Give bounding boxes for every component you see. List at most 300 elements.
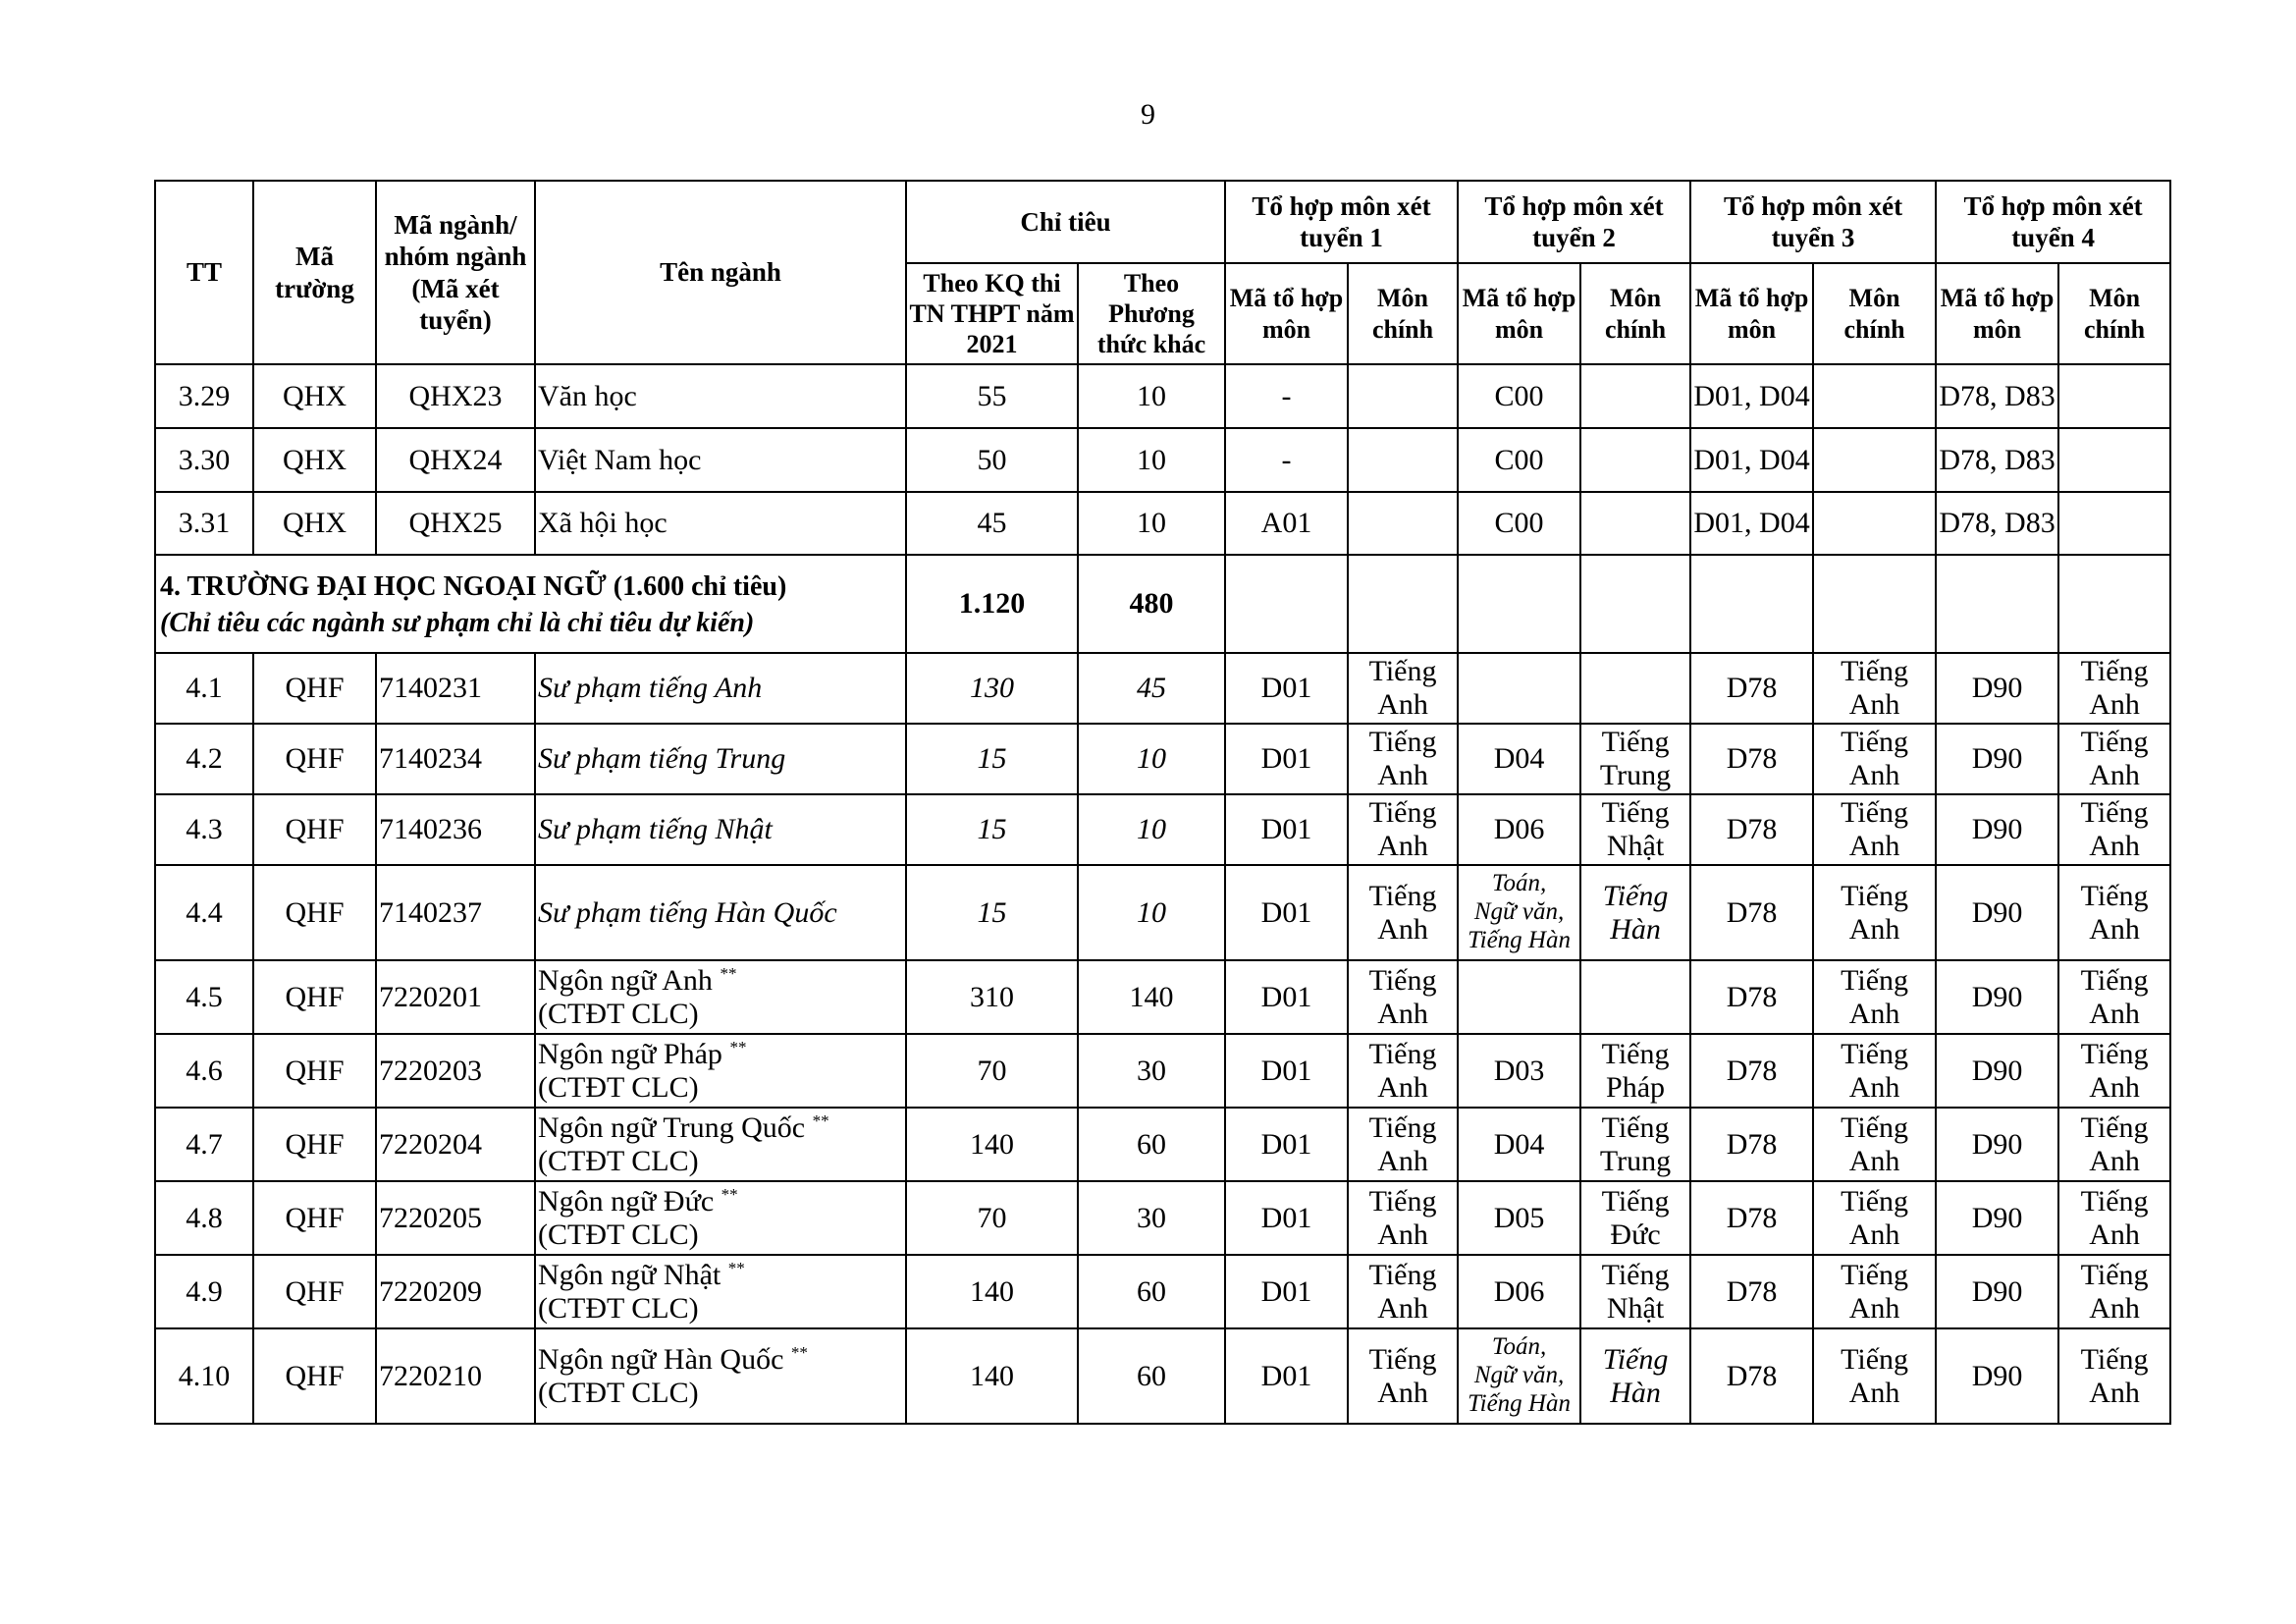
major-name-cell: Sư phạm tiếng Nhật: [535, 794, 906, 865]
combo-code-2: C00: [1458, 364, 1580, 428]
header-ten-nganh: Tên ngành: [535, 181, 906, 364]
main-subject-4-line: Tiếng: [2080, 1037, 2149, 1070]
header-mon-chinh-1: Môn chính: [1348, 263, 1458, 364]
main-subject-4-line: Tiếng: [2080, 655, 2149, 688]
tt-cell: 4.8: [155, 1181, 253, 1255]
quota-other-cell: 60: [1078, 1108, 1225, 1181]
table-row: [155, 428, 2170, 492]
main-subject-1-line: Tiếng: [1368, 963, 1437, 997]
main-subject-4-line: Tiếng: [2080, 1342, 2149, 1376]
tt-cell: 3.30: [155, 428, 253, 492]
major-code-cell: 7140237: [376, 865, 535, 960]
main-subject-4: [2058, 653, 2170, 724]
combo-code-1: D01: [1225, 960, 1348, 1034]
main-subject-4: [2058, 492, 2170, 555]
high-quality-marker: **: [812, 1110, 829, 1130]
section-row: [155, 555, 2170, 653]
quota-exam-cell: 140: [906, 1255, 1078, 1328]
main-subject-2: [1580, 1255, 1690, 1328]
school-code-cell: QHF: [253, 865, 376, 960]
main-subject-4: [2058, 960, 2170, 1034]
major-name-cell: [535, 960, 906, 1034]
combo-code-4: D90: [1936, 1328, 2058, 1424]
table-row: [155, 1034, 2170, 1108]
combo-code-2-line: Toán,: [1491, 1333, 1547, 1361]
combo-code-1: D01: [1225, 724, 1348, 794]
combo-code-2: [1458, 960, 1580, 1034]
combo-code-3: D78: [1690, 1181, 1813, 1255]
major-name-cell: Sư phạm tiếng Hàn Quốc: [535, 865, 906, 960]
empty-cell: [1690, 555, 1813, 653]
header-mon-chinh-2: Môn chính: [1580, 263, 1690, 364]
main-subject-4-line: Anh: [2089, 1144, 2140, 1177]
main-subject-2-line: Tiếng: [1601, 726, 1670, 759]
header-to-hop-2: Tổ hợp môn xét tuyển 2: [1458, 181, 1690, 263]
main-subject-2: [1580, 1181, 1690, 1255]
main-subject-4-line: Tiếng: [2080, 726, 2149, 759]
table-body: [155, 364, 2170, 1424]
empty-cell: [1580, 555, 1690, 653]
main-subject-3-line: Anh: [1848, 759, 1900, 791]
quota-other-cell: 30: [1078, 1181, 1225, 1255]
table-row: [155, 492, 2170, 555]
main-subject-2-line: Trung: [1599, 759, 1672, 791]
tt-cell: 4.1: [155, 653, 253, 724]
school-code-cell: QHX: [253, 492, 376, 555]
quota-exam-cell: 140: [906, 1328, 1078, 1424]
quota-exam-cell: 55: [906, 364, 1078, 428]
main-subject-3-line: Anh: [1848, 997, 1900, 1030]
main-subject-3: [1813, 724, 1936, 794]
main-subject-2-line: Tiếng: [1602, 879, 1669, 912]
combo-code-2: C00: [1458, 492, 1580, 555]
main-subject-4-line: Tiếng: [2080, 1184, 2149, 1218]
table-row: [155, 724, 2170, 794]
main-subject-2-line: Tiếng: [1601, 796, 1670, 830]
quota-exam-cell: 50: [906, 428, 1078, 492]
main-subject-2-line: Hàn: [1610, 912, 1661, 946]
combo-code-1: D01: [1225, 794, 1348, 865]
combo-code-1: -: [1225, 428, 1348, 492]
quota-other-cell: 45: [1078, 653, 1225, 724]
main-subject-4: [2058, 1328, 2170, 1424]
high-quality-marker: **: [790, 1342, 808, 1362]
header-ma-truong: Mã trường: [253, 181, 376, 364]
main-subject-1: [1348, 1181, 1458, 1255]
main-subject-3-line: Tiếng: [1841, 879, 1909, 912]
main-subject-3-line: Anh: [1848, 912, 1900, 946]
main-subject-4-line: Tiếng: [2080, 1110, 2149, 1144]
header-mon-chinh-4: Môn chính: [2058, 263, 2170, 364]
program-type: (CTĐT CLC): [538, 997, 699, 1030]
page-number: 9: [1141, 98, 1155, 131]
main-subject-2: [1580, 865, 1690, 960]
main-subject-2: [1580, 653, 1690, 724]
empty-cell: [1348, 555, 1458, 653]
header-to-hop-3: Tổ hợp môn xét tuyển 3: [1690, 181, 1936, 263]
table-row: [155, 865, 2170, 960]
main-subject-1: [1348, 653, 1458, 724]
empty-cell: [1458, 555, 1580, 653]
main-subject-4-line: Anh: [2089, 1291, 2140, 1325]
combo-code-1: -: [1225, 364, 1348, 428]
quota-other-cell: 60: [1078, 1255, 1225, 1328]
main-subject-4: [2058, 1255, 2170, 1328]
main-subject-1-line: Tiếng: [1368, 1258, 1437, 1291]
main-subject-4: [2058, 364, 2170, 428]
main-subject-4-line: Anh: [2089, 759, 2140, 791]
main-subject-1-line: Anh: [1377, 1291, 1428, 1325]
combo-code-4: D78, D83: [1936, 492, 2058, 555]
quota-other-cell: 60: [1078, 1328, 1225, 1424]
main-subject-3: [1813, 1328, 1936, 1424]
main-subject-3: [1813, 794, 1936, 865]
main-subject-3-line: Tiếng: [1841, 963, 1909, 997]
main-subject-4-line: Tiếng: [2080, 963, 2149, 997]
major-code-cell: QHX25: [376, 492, 535, 555]
header-chi-tieu: Chỉ tiêu: [906, 181, 1225, 263]
main-subject-3: [1813, 1108, 1936, 1181]
combo-code-1: D01: [1225, 1328, 1348, 1424]
combo-code-3: D78: [1690, 1108, 1813, 1181]
main-subject-2-line: Hàn: [1610, 1376, 1661, 1409]
major-code-cell: 7220210: [376, 1328, 535, 1424]
main-subject-2: [1580, 1328, 1690, 1424]
quota-other-cell: 30: [1078, 1034, 1225, 1108]
main-subject-2: [1580, 364, 1690, 428]
header-theo-kq: Theo KQ thi TN THPT năm 2021: [906, 263, 1078, 364]
combo-code-2: C00: [1458, 428, 1580, 492]
table-header: [155, 181, 2170, 364]
combo-code-3: D78: [1690, 724, 1813, 794]
combo-code-3: D01, D04: [1690, 492, 1813, 555]
major-name: Ngôn ngữ Pháp: [538, 1037, 722, 1070]
major-name: Ngôn ngữ Anh: [538, 963, 713, 997]
main-subject-4: [2058, 865, 2170, 960]
main-subject-2: [1580, 724, 1690, 794]
main-subject-1-line: Tiếng: [1368, 1184, 1437, 1218]
combo-code-2: D03: [1458, 1034, 1580, 1108]
major-name-cell: Việt Nam học: [535, 428, 906, 492]
section-title: 4. TRƯỜNG ĐẠI HỌC NGOẠI NGỮ (1.600 chỉ tiêu): [160, 570, 787, 602]
tt-cell: 4.6: [155, 1034, 253, 1108]
main-subject-3-line: Tiếng: [1841, 1110, 1909, 1144]
main-subject-1-line: Anh: [1377, 688, 1428, 721]
school-code-cell: QHF: [253, 724, 376, 794]
combo-code-4: D78, D83: [1936, 428, 2058, 492]
header-to-hop-4: Tổ hợp môn xét tuyển 4: [1936, 181, 2170, 263]
combo-code-4: D90: [1936, 794, 2058, 865]
main-subject-3-line: Tiếng: [1841, 655, 1909, 688]
header-to-hop-1: Tổ hợp môn xét tuyển 1: [1225, 181, 1458, 263]
main-subject-3: [1813, 1255, 1936, 1328]
combo-code-2: D04: [1458, 1108, 1580, 1181]
section-note: (Chỉ tiêu các ngành sư phạm chỉ là chỉ tiêu dự kiến): [160, 608, 755, 639]
main-subject-4-line: Anh: [2089, 1376, 2140, 1409]
main-subject-1: [1348, 865, 1458, 960]
major-name: Ngôn ngữ Đức: [538, 1184, 715, 1218]
school-code-cell: QHF: [253, 1181, 376, 1255]
combo-code-3: D78: [1690, 1255, 1813, 1328]
main-subject-2: [1580, 1034, 1690, 1108]
tt-cell: 4.10: [155, 1328, 253, 1424]
school-code-cell: QHF: [253, 1034, 376, 1108]
main-subject-1-line: Anh: [1377, 997, 1428, 1030]
combo-code-4: D90: [1936, 1255, 2058, 1328]
high-quality-marker: **: [729, 1037, 747, 1056]
main-subject-3: [1813, 1034, 1936, 1108]
major-code-cell: 7220201: [376, 960, 535, 1034]
main-subject-1: [1348, 960, 1458, 1034]
empty-cell: [1225, 555, 1348, 653]
main-subject-3-line: Tiếng: [1841, 1037, 1909, 1070]
main-subject-3-line: Tiếng: [1841, 1184, 1909, 1218]
main-subject-4: [2058, 428, 2170, 492]
header-mon-chinh-3: Môn chính: [1813, 263, 1936, 364]
admission-quota-table: [154, 180, 2171, 1425]
main-subject-2: [1580, 1108, 1690, 1181]
table-row: [155, 1108, 2170, 1181]
tt-cell: 3.31: [155, 492, 253, 555]
main-subject-3: [1813, 428, 1936, 492]
main-subject-2-line: Tiếng: [1601, 1110, 1670, 1144]
combo-code-2: [1458, 865, 1580, 960]
high-quality-marker: **: [720, 963, 737, 983]
school-code-cell: QHX: [253, 428, 376, 492]
major-name: Ngôn ngữ Trung Quốc: [538, 1110, 806, 1144]
combo-code-4: D90: [1936, 865, 2058, 960]
quota-exam-cell: 140: [906, 1108, 1078, 1181]
combo-code-4: D90: [1936, 724, 2058, 794]
table-row: [155, 960, 2170, 1034]
program-type: (CTĐT CLC): [538, 1376, 699, 1409]
section-kq: 1.120: [906, 555, 1078, 653]
major-name-cell: [535, 1034, 906, 1108]
combo-code-4: D90: [1936, 960, 2058, 1034]
major-name: Ngôn ngữ Hàn Quốc: [538, 1342, 784, 1376]
header-ma-to-hop-4: Mã tổ hợp môn: [1936, 263, 2058, 364]
major-name-cell: Văn học: [535, 364, 906, 428]
main-subject-1-line: Anh: [1377, 1376, 1428, 1409]
quota-exam-cell: 15: [906, 794, 1078, 865]
combo-code-2: [1458, 653, 1580, 724]
main-subject-2: [1580, 794, 1690, 865]
main-subject-3-line: Tiếng: [1841, 1342, 1909, 1376]
main-subject-4: [2058, 794, 2170, 865]
main-subject-2: [1580, 492, 1690, 555]
main-subject-3-line: Anh: [1848, 1144, 1900, 1177]
main-subject-1: [1348, 428, 1458, 492]
main-subject-1: [1348, 794, 1458, 865]
main-subject-1-line: Anh: [1377, 830, 1428, 862]
school-code-cell: QHF: [253, 1328, 376, 1424]
header-tt: TT: [155, 181, 253, 364]
main-subject-4: [2058, 1181, 2170, 1255]
section-pt: 480: [1078, 555, 1225, 653]
quota-other-cell: 10: [1078, 492, 1225, 555]
main-subject-2-line: Tiếng: [1602, 1342, 1669, 1376]
main-subject-1: [1348, 1255, 1458, 1328]
combo-code-2-line: Ngữ văn,: [1473, 1362, 1565, 1389]
header-ma-to-hop-1: Mã tổ hợp môn: [1225, 263, 1348, 364]
main-subject-4-line: Anh: [2089, 1070, 2140, 1104]
major-name-cell: Sư phạm tiếng Trung: [535, 724, 906, 794]
high-quality-marker: **: [727, 1258, 745, 1277]
main-subject-3: [1813, 653, 1936, 724]
major-name-cell: [535, 1108, 906, 1181]
quota-other-cell: 10: [1078, 428, 1225, 492]
main-subject-4-line: Tiếng: [2080, 879, 2149, 912]
school-code-cell: QHX: [253, 364, 376, 428]
main-subject-2-line: Tiếng: [1601, 1184, 1670, 1218]
admission-table-container: [154, 180, 2171, 1425]
tt-cell: 4.7: [155, 1108, 253, 1181]
combo-code-3: D78: [1690, 794, 1813, 865]
main-subject-1-line: Tiếng: [1368, 1037, 1437, 1070]
quota-other-cell: 10: [1078, 794, 1225, 865]
main-subject-1: [1348, 492, 1458, 555]
quota-exam-cell: 310: [906, 960, 1078, 1034]
combo-code-2-line: Ngữ văn,: [1473, 898, 1565, 926]
main-subject-3: [1813, 364, 1936, 428]
major-code-cell: QHX24: [376, 428, 535, 492]
empty-cell: [1813, 555, 1936, 653]
table-row: [155, 364, 2170, 428]
school-code-cell: QHF: [253, 960, 376, 1034]
combo-code-3: D01, D04: [1690, 428, 1813, 492]
major-name-cell: Sư phạm tiếng Anh: [535, 653, 906, 724]
combo-code-3: D78: [1690, 865, 1813, 960]
major-code-cell: 7220203: [376, 1034, 535, 1108]
main-subject-2-line: Nhật: [1606, 1291, 1665, 1325]
combo-code-2: D05: [1458, 1181, 1580, 1255]
major-code-cell: QHX23: [376, 364, 535, 428]
main-subject-4-line: Anh: [2089, 997, 2140, 1030]
quota-other-cell: 10: [1078, 865, 1225, 960]
major-code-cell: 7220209: [376, 1255, 535, 1328]
main-subject-1: [1348, 1108, 1458, 1181]
main-subject-2-line: Tiếng: [1601, 1258, 1670, 1291]
header-ma-nganh: Mã ngành/ nhóm ngành (Mã xét tuyển): [376, 181, 535, 364]
quota-exam-cell: 15: [906, 865, 1078, 960]
main-subject-2-line: Trung: [1599, 1144, 1672, 1177]
combo-code-1: D01: [1225, 653, 1348, 724]
main-subject-1-line: Tiếng: [1368, 879, 1437, 912]
main-subject-3-line: Anh: [1848, 688, 1900, 721]
combo-code-4: D90: [1936, 1034, 2058, 1108]
quota-other-cell: 10: [1078, 364, 1225, 428]
main-subject-1-line: Anh: [1377, 759, 1428, 791]
tt-cell: 4.3: [155, 794, 253, 865]
quota-other-cell: 10: [1078, 724, 1225, 794]
high-quality-marker: **: [721, 1184, 738, 1204]
major-name-cell: Xã hội học: [535, 492, 906, 555]
main-subject-2: [1580, 428, 1690, 492]
header-ma-to-hop-2: Mã tổ hợp môn: [1458, 263, 1580, 364]
main-subject-3-line: Tiếng: [1841, 796, 1909, 830]
main-subject-3-line: Tiếng: [1841, 1258, 1909, 1291]
main-subject-1: [1348, 364, 1458, 428]
combo-code-1: D01: [1225, 865, 1348, 960]
main-subject-1-line: Tiếng: [1368, 1342, 1437, 1376]
tt-cell: 3.29: [155, 364, 253, 428]
table-row: [155, 1328, 2170, 1424]
program-type: (CTĐT CLC): [538, 1070, 699, 1104]
quota-exam-cell: 15: [906, 724, 1078, 794]
main-subject-1-line: Tiếng: [1368, 655, 1437, 688]
section-heading: [155, 555, 906, 653]
main-subject-3-line: Anh: [1848, 1291, 1900, 1325]
main-subject-4-line: Anh: [2089, 912, 2140, 946]
main-subject-4-line: Anh: [2089, 830, 2140, 862]
main-subject-3-line: Anh: [1848, 1070, 1900, 1104]
combo-code-2-line: Tiếng Hàn: [1468, 926, 1571, 953]
tt-cell: 4.2: [155, 724, 253, 794]
main-subject-1-line: Tiếng: [1368, 1110, 1437, 1144]
tt-cell: 4.4: [155, 865, 253, 960]
main-subject-2-line: Pháp: [1606, 1070, 1666, 1104]
main-subject-1: [1348, 1328, 1458, 1424]
main-subject-3: [1813, 960, 1936, 1034]
quota-exam-cell: 70: [906, 1034, 1078, 1108]
main-subject-3: [1813, 1181, 1936, 1255]
combo-code-3: D78: [1690, 960, 1813, 1034]
major-code-cell: 7140234: [376, 724, 535, 794]
major-code-cell: 7220204: [376, 1108, 535, 1181]
combo-code-2: D06: [1458, 1255, 1580, 1328]
quota-other-cell: 140: [1078, 960, 1225, 1034]
main-subject-2-line: Tiếng: [1601, 1037, 1670, 1070]
combo-code-2-line: Tiếng Hàn: [1468, 1389, 1571, 1417]
main-subject-3: [1813, 865, 1936, 960]
combo-code-4: D78, D83: [1936, 364, 2058, 428]
main-subject-1-line: Anh: [1377, 912, 1428, 946]
main-subject-2-line: Nhật: [1606, 830, 1665, 862]
empty-cell: [1936, 555, 2058, 653]
combo-code-1: D01: [1225, 1108, 1348, 1181]
combo-code-1: A01: [1225, 492, 1348, 555]
major-code-cell: 7140236: [376, 794, 535, 865]
main-subject-1-line: Tiếng: [1368, 796, 1437, 830]
main-subject-3-line: Anh: [1848, 1218, 1900, 1251]
combo-code-2: D04: [1458, 724, 1580, 794]
header-ma-to-hop-3: Mã tổ hợp môn: [1690, 263, 1813, 364]
combo-code-2: D06: [1458, 794, 1580, 865]
main-subject-2: [1580, 960, 1690, 1034]
table-row: [155, 653, 2170, 724]
school-code-cell: QHF: [253, 1108, 376, 1181]
main-subject-3-line: Anh: [1848, 1376, 1900, 1409]
program-type: (CTĐT CLC): [538, 1291, 699, 1325]
main-subject-1: [1348, 724, 1458, 794]
main-subject-4: [2058, 1108, 2170, 1181]
major-name-cell: [535, 1328, 906, 1424]
school-code-cell: QHF: [253, 1255, 376, 1328]
main-subject-4: [2058, 1034, 2170, 1108]
combo-code-1: D01: [1225, 1181, 1348, 1255]
school-code-cell: QHF: [253, 794, 376, 865]
combo-code-1: D01: [1225, 1255, 1348, 1328]
combo-code-4: D90: [1936, 653, 2058, 724]
table-row: [155, 1181, 2170, 1255]
main-subject-1-line: Anh: [1377, 1144, 1428, 1177]
major-code-cell: 7140231: [376, 653, 535, 724]
main-subject-3-line: Anh: [1848, 830, 1900, 862]
header-theo-pt: Theo Phương thức khác: [1078, 263, 1225, 364]
main-subject-1-line: Tiếng: [1368, 726, 1437, 759]
combo-code-4: D90: [1936, 1181, 2058, 1255]
tt-cell: 4.5: [155, 960, 253, 1034]
